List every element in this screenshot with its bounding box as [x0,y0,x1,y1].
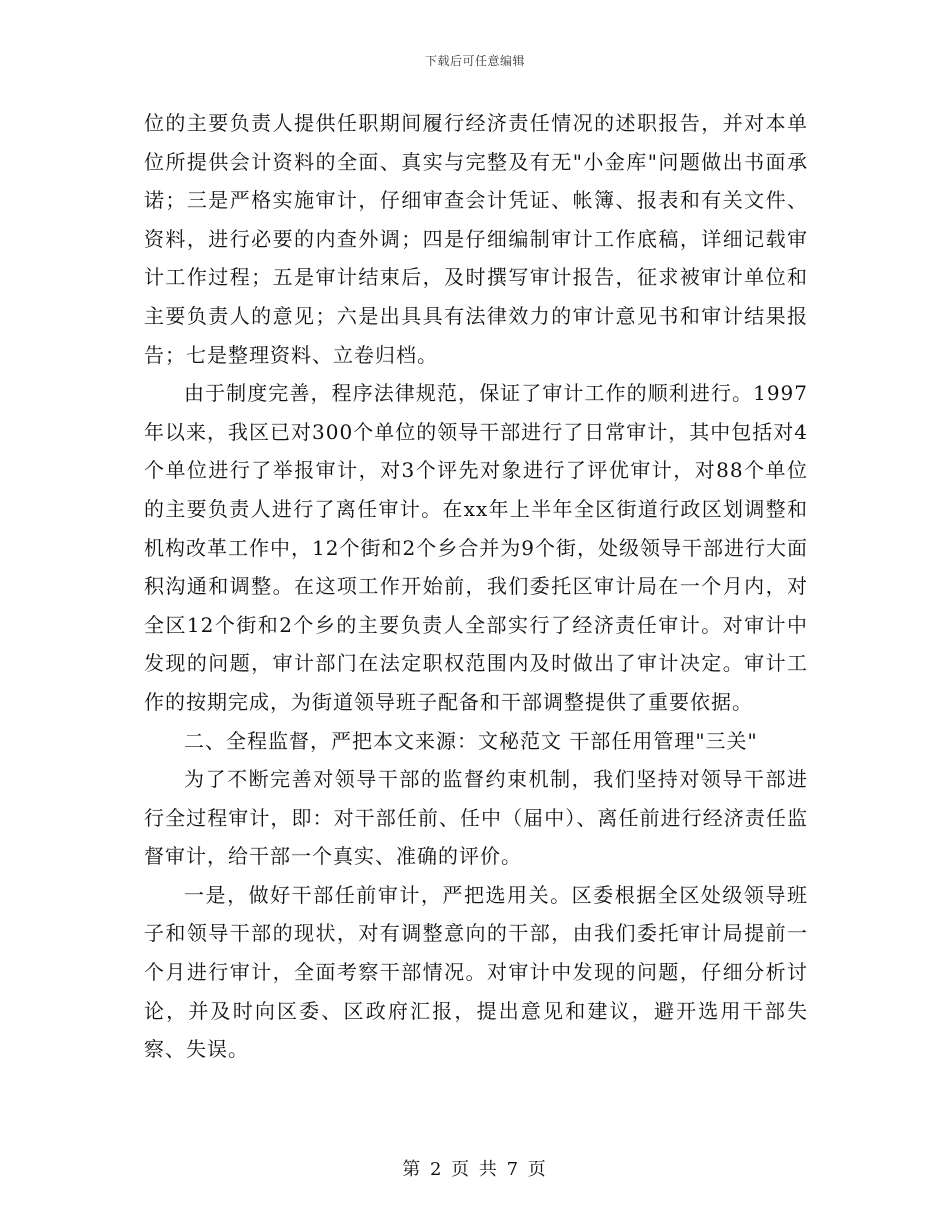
page-footer: 第 2 页 共 7 页 [402,1159,548,1180]
paragraph: 为了不断完善对领导干部的监督约束机制，我们坚持对领导干部进行全过程审计，即：对干部任前、任中（届中）、离任前进行经济责任监督审计，给干部一个真实、准确的评价。 [144,767,808,869]
paragraph: 一是，做好干部任前审计，严把选用关。区委根据全区处级领导班子和领导干部的现状，对有调整意向的干部，由我们委托审计局提前一个月进行审计，全面考察干部情况。对审计中发现的问题，仔细分析讨论，并及时向区委、区政府汇报，提出意见和建议，避开选用干部失察、失误。 [144,882,808,1062]
page-header: 下载后可任意编辑 [424,54,525,68]
paragraph: 由于制度完善，程序法律规范，保证了审计工作的顺利进行。1997年以来，我区已对300个单位的领导干部进行了日常审计，其中包括对4个单位进行了举报审计，对3个评先对象进行了评优审计，对88个单位的主要负责人进行了离任审计。在xx年上半年全区街道行政区划调整和机构改革工作中，12个街和2个乡合并为9个街，处级领导干部进行大面积沟通和调整。在这项工作开始前，我们委托区审计局在一个月内，对全区12个街和2个乡的主要负责人全部实行了经济责任审计。对审计中发现的问题，审计部门在法定职权范围内及时做出了审计决定。审计工作的按期完成，为街道领导班子配备和干部调整提供了重要依据。 [144,381,808,714]
paragraph-continued: 位的主要负责人提供任职期间履行经济责任情况的述职报告，并对本单位所提供会计资料的全面、真实与完整及有无"小金库"问题做出书面承诺；三是严格实施审计，仔细审查会计凭证、帐簿、报表和有关文件、资料，进行必要的内查外调；四是仔细编制审计工作底稿，详细记载审计工作过程；五是审计结束后，及时撰写审计报告，征求被审计单位和主要负责人的意见；六是出具具有法律效力的审计意见书和审计结果报告；七是整理资料、立卷归档。 [144,111,808,367]
document-body [144,104,808,1069]
section-heading: 二、全程监督，严把本文来源：文秘范文 干部任用管理"三关" [184,728,758,753]
